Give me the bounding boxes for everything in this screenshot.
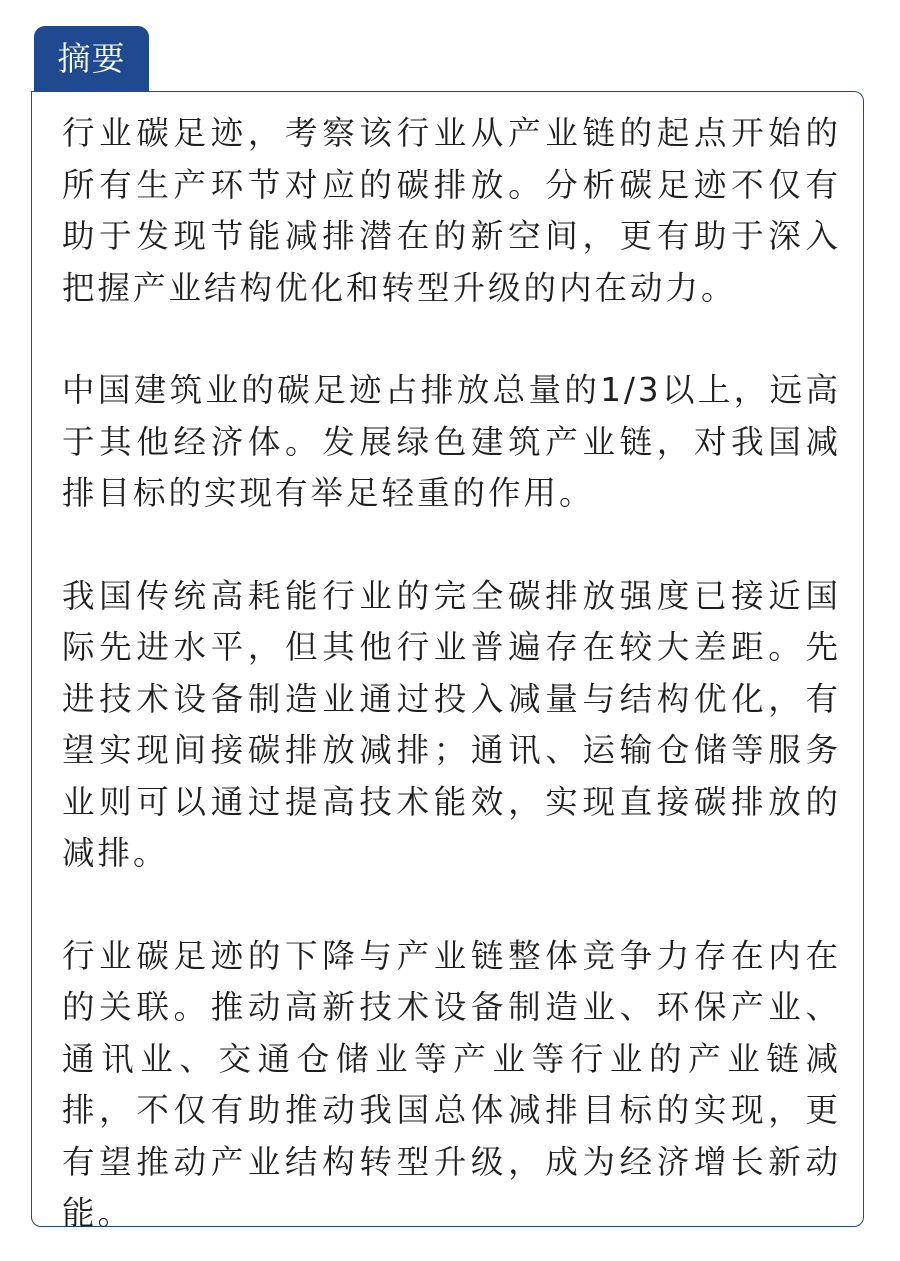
abstract-paragraph-3: 我国传统高耗能行业的完全碳排放强度已接近国际先进水平，但其他行业普遍存在较大差距。先进技术设备制造业通过投入减量与结构优化，有望实现间接碳排放减排；通讯、运输仓储等服务业则可以通过提高技术能效，实现直接碳排放的减排。 <box>62 576 841 872</box>
abstract-paragraph-1: 行业碳足迹，考察该行业从产业链的起点开始的所有生产环节对应的碳排放。分析碳足迹不仅有助于发现节能减排潜在的新空间，更有助于深入把握产业结构优化和转型升级的内在动力。 <box>62 114 841 307</box>
section-title: 摘要 <box>57 39 126 78</box>
abstract-paragraph-4: 行业碳足迹的下降与产业链整体竞争力存在内在的关联。推动高新技术设备制造业、环保产业、通讯业、交通仓储业等产业等行业的产业链减排，不仅有助推动我国总体减排目标的实现，更有望推动产业结构转型升级，成为经济增长新动能。 <box>62 936 841 1232</box>
section-title-tab <box>34 26 149 92</box>
abstract-box <box>31 91 864 1232</box>
abstract-paragraph-2: 中国建筑业的碳足迹占排放总量的1/3以上，远高于其他经济体。发展绿色建筑产业链，对我国减排目标的实现有举足轻重的作用。 <box>62 371 841 512</box>
